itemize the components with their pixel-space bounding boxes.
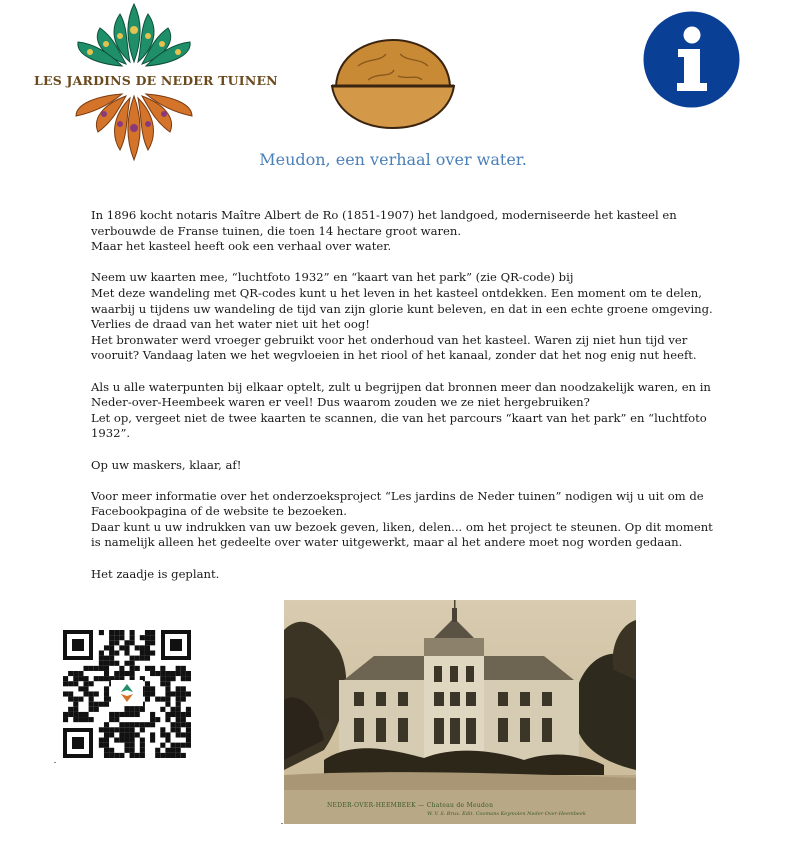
text-line: 1932”. — [91, 426, 131, 441]
info-icon[interactable] — [643, 11, 740, 108]
text-line: is namelijk alleen het gedeelte over water uitgewerkt, maar al het andere moet nog worden gedaan. — [91, 535, 683, 550]
paragraph-1 — [91, 208, 711, 255]
text-line: waarbij u tijdens uw wandeling de tijd van zijn glorie kunt beleven, en dat in een echte groene omgeving. — [91, 301, 713, 316]
paragraph-3 — [91, 380, 711, 442]
castle-postcard — [284, 600, 636, 824]
text-line: Het zaadje is geplant. — [91, 566, 220, 581]
qr-code-icon — [63, 630, 191, 758]
walnut-icon — [328, 36, 458, 132]
paragraph-5 — [91, 489, 711, 551]
text-line: In 1896 kocht notaris Maître Albert de Ro (1851-1907) het landgoed, moderniseerde het kasteel en — [91, 208, 677, 222]
text-line: Facebookpagina of de website te bezoeken. — [91, 504, 347, 519]
qr-code[interactable] — [63, 630, 191, 758]
text-line: Neem uw kaarten mee, “luchtfoto 1932” en “kaart van het park” (zie QR-code) bij — [91, 270, 574, 285]
text-line: Het bronwater werd vroeger gebruikt voor het onderhoud van het kasteel. Waren zij niet hun tijd ver — [91, 332, 688, 347]
paragraph-2 — [91, 270, 711, 364]
text-line: Voor meer informatie over het onderzoeksproject “Les jardins de Neder tuinen” nodigen wij u uit om de — [91, 488, 704, 503]
paragraph-6 — [91, 567, 711, 583]
text-line: Op uw maskers, klaar, af! — [91, 457, 242, 472]
stray-mark — [54, 762, 56, 763]
stray-mark — [281, 823, 283, 824]
text-line: vooruit? Vandaag laten we het wegvloeien in het riool of het kanaal, zonder dat het nog enig nut heeft. — [91, 348, 697, 363]
text-line: Let op, vergeet niet de twee kaarten te scannen, die van het parcours “kaart van het park” en “luchtfoto — [91, 410, 707, 425]
text-line: verbouwde de Franse tuinen, die toen 14 hectare groot waren. — [91, 223, 462, 238]
text-line: Als u alle waterpunten bij elkaar optelt, zult u begrijpen dat bronnen meer dan noodzakelijk waren, en in — [91, 379, 711, 394]
photo-publisher: W. V. S. Brux. Edit. Coomans Keymolen Neder-Over-Heembeek — [427, 811, 586, 817]
text-line: Verlies de draad van het water niet uit het oog! — [91, 317, 370, 332]
text-line: Met deze wandeling met QR-codes kunt u het leven in het kasteel ontdekken. Een moment om te delen, — [91, 285, 702, 300]
text-line: Maar het kasteel heeft ook een verhaal over water. — [91, 239, 392, 254]
page-title: Meudon, een verhaal over water. — [259, 150, 527, 169]
body-text — [91, 208, 711, 598]
text-line: Neder-over-Heembeek waren er veel! Dus waarom zouden we ze niet hergebruiken? — [91, 395, 590, 410]
photo-caption: NEDER-OVER-HEEMBEEK — Chateau de Meudon — [327, 802, 494, 809]
logo — [34, 0, 278, 165]
text-line: Daar kunt u uw indrukken van uw bezoek geven, liken, delen... om het project te steunen. Op dit moment — [91, 519, 713, 534]
logo-text: LES JARDINS DE NEDER TUINEN — [34, 73, 278, 88]
paragraph-4 — [91, 458, 711, 474]
